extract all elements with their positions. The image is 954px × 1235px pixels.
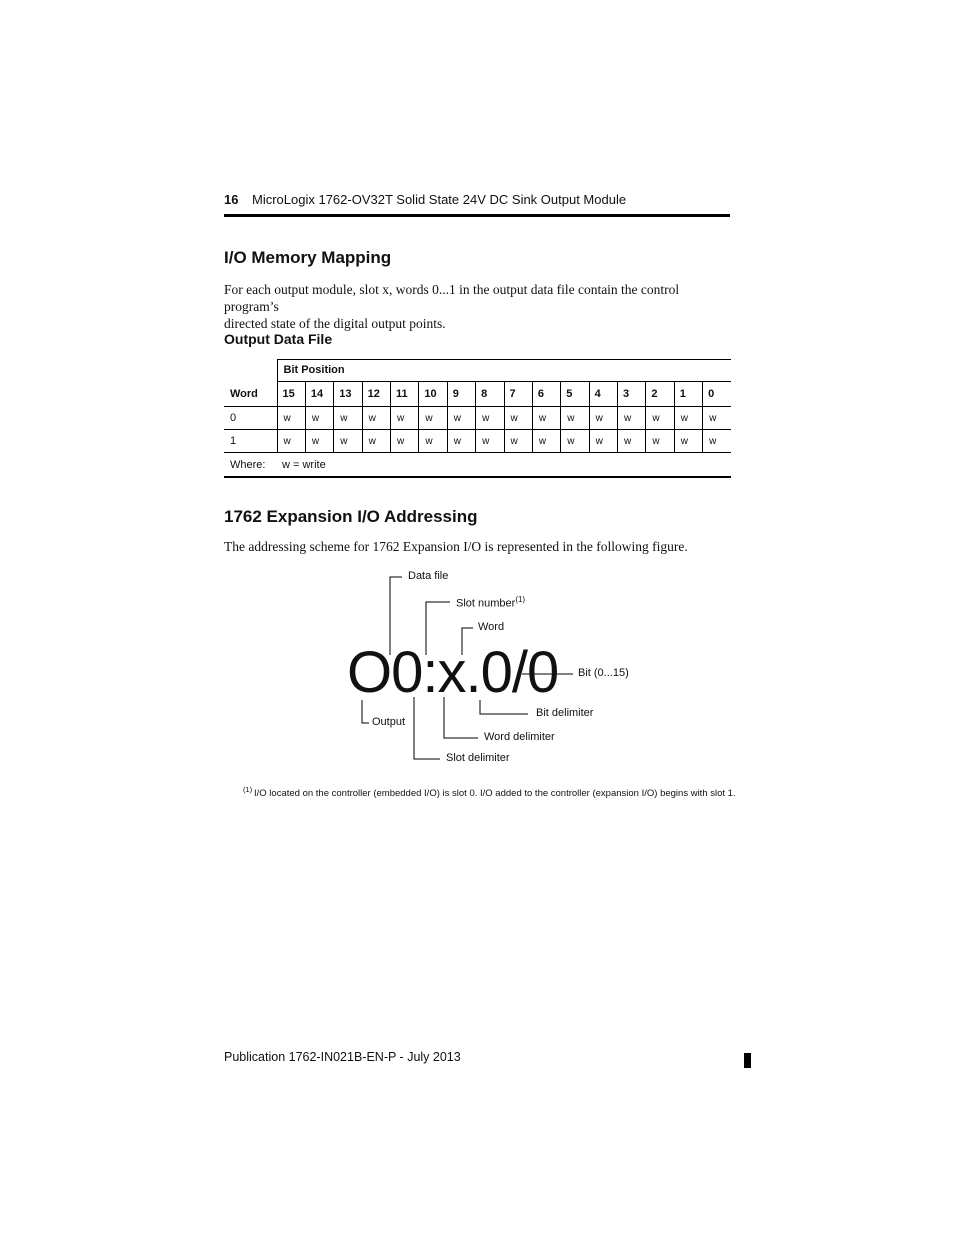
bit-cell: w xyxy=(618,407,646,430)
bit-header: 6 xyxy=(532,382,560,407)
bit-header: 11 xyxy=(391,382,419,407)
bit-header: 0 xyxy=(703,382,731,407)
bit-header: 9 xyxy=(447,382,475,407)
bit-cell: w xyxy=(305,407,333,430)
bit-cell: w xyxy=(703,407,731,430)
bit-header: 2 xyxy=(646,382,674,407)
bit-header: 4 xyxy=(589,382,617,407)
label-bit-delimiter: Bit delimiter xyxy=(536,707,594,719)
running-header-title: MicroLogix 1762-OV32T Solid State 24V DC Sink Output Module xyxy=(252,192,627,207)
io-address-example: O0:x.0/0 xyxy=(347,640,559,705)
page-edge-marker xyxy=(744,1053,751,1068)
label-output: Output xyxy=(372,716,406,728)
bit-cell: w xyxy=(277,430,305,453)
bit-header: 13 xyxy=(334,382,362,407)
label-slot-number-text: Slot number xyxy=(456,597,516,610)
bit-header: 14 xyxy=(305,382,333,407)
addressing-paragraph: The addressing scheme for 1762 Expansion I/O is represented in the following figure. xyxy=(224,539,688,554)
bit-header: 7 xyxy=(504,382,532,407)
bit-header: 10 xyxy=(419,382,447,407)
bit-header: 1 xyxy=(674,382,702,407)
label-slot-number xyxy=(456,595,525,610)
label-bit: Bit (0...15) xyxy=(578,667,629,679)
bit-cell: w xyxy=(674,430,702,453)
bit-cell: w xyxy=(646,407,674,430)
bit-header: 8 xyxy=(476,382,504,407)
bit-cell: w xyxy=(305,430,333,453)
section-heading-io-memory-mapping: I/O Memory Mapping xyxy=(224,248,392,267)
bit-cell: w xyxy=(589,407,617,430)
bit-cell: w xyxy=(476,430,504,453)
bit-cell: w xyxy=(618,430,646,453)
page-number: 16 xyxy=(224,192,239,207)
intro-paragraph-line-2: directed state of the digital output points. xyxy=(224,316,446,331)
bit-cell: w xyxy=(447,430,475,453)
bit-cell: w xyxy=(532,430,560,453)
bit-cell: w xyxy=(674,407,702,430)
bit-cell: w xyxy=(703,430,731,453)
bit-cell: w xyxy=(334,407,362,430)
footnote-text: I/O located on the controller (embedded I/O) is slot 0. I/O added to the controller (expansion I/O) begins with slot 1. xyxy=(254,788,736,799)
bit-cell: w xyxy=(277,407,305,430)
bit-header: 12 xyxy=(362,382,390,407)
bit-cell: w xyxy=(419,430,447,453)
footnote-marker: (1) xyxy=(243,785,253,794)
bit-cell: w xyxy=(447,407,475,430)
label-data-file: Data file xyxy=(408,570,449,582)
bit-cell: w xyxy=(561,407,589,430)
bit-header: 3 xyxy=(618,382,646,407)
bit-cell: w xyxy=(589,430,617,453)
word-cell: 1 xyxy=(224,430,277,453)
footnote-ref: (1) xyxy=(515,595,526,604)
label-word-delimiter: Word delimiter xyxy=(484,731,555,743)
bit-cell: w xyxy=(391,430,419,453)
label-slot-delimiter: Slot delimiter xyxy=(446,752,510,764)
bit-cell: w xyxy=(561,430,589,453)
subheading-output-data-file: Output Data File xyxy=(224,331,333,347)
bit-cell: w xyxy=(532,407,560,430)
intro-paragraph-line-1: For each output module, slot x, words 0...1 in the output data file contain the control program’s xyxy=(224,282,680,314)
word-column-header: Word xyxy=(224,382,277,407)
publication-footer: Publication 1762-IN021B-EN-P - July 2013 xyxy=(224,1050,461,1064)
bit-cell: w xyxy=(646,430,674,453)
bit-header: 15 xyxy=(277,382,305,407)
where-value: w = write xyxy=(277,453,731,478)
section-heading-expansion-io-addressing: 1762 Expansion I/O Addressing xyxy=(224,507,478,526)
bit-cell: w xyxy=(334,430,362,453)
label-word: Word xyxy=(478,621,505,633)
bit-cell: w xyxy=(504,407,532,430)
bit-cell: w xyxy=(504,430,532,453)
bit-cell: w xyxy=(362,430,390,453)
bit-cell: w xyxy=(419,407,447,430)
bit-header: 5 xyxy=(561,382,589,407)
bit-cell: w xyxy=(391,407,419,430)
bit-cell: w xyxy=(476,407,504,430)
where-label: Where: xyxy=(224,453,277,478)
bit-position-header: Bit Position xyxy=(277,359,731,382)
bit-cell: w xyxy=(362,407,390,430)
word-cell: 0 xyxy=(224,407,277,430)
